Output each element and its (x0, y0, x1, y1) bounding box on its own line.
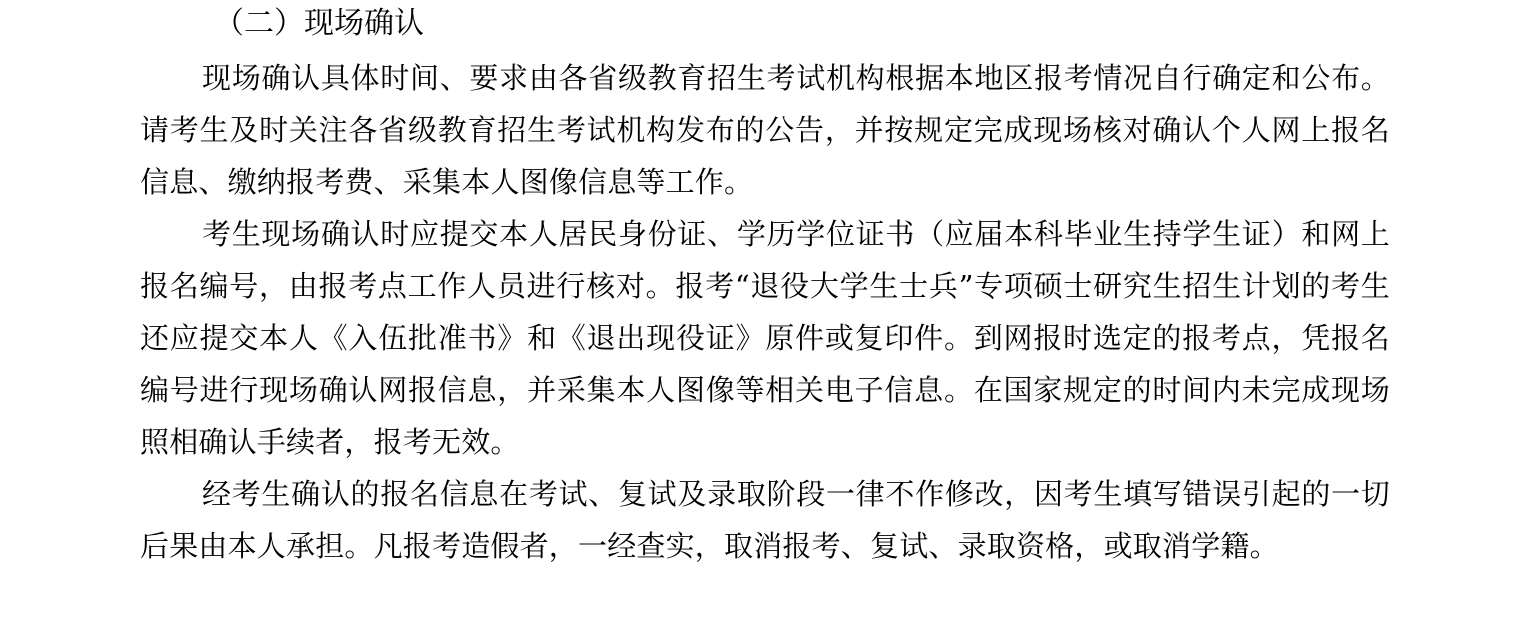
paragraph-1: 现场确认具体时间、要求由各省级教育招生考试机构根据本地区报考情况自行确定和公布。请考生及时关注各省级教育招生考试机构发布的公告，并按规定完成现场核对确认个人网上报名信息、缴纳报考费、采集本人图像信息等工作。 (140, 61, 1390, 199)
document-body (140, 2, 1390, 572)
paragraph-2: 考生现场确认时应提交本人居民身份证、学历学位证书（应届本科毕业生持学生证）和网上报名编号，由报考点工作人员进行核对。报考“退役大学生士兵”专项硕士研究生招生计划的考生还应提交本人《入伍批准书》和《退出现役证》原件或复印件。到网报时选定的报考点，凭报名编号进行现场确认网报信息，并采集本人图像等相关电子信息。在国家规定的时间内未完成现场照相确认手续者，报考无效。 (140, 217, 1390, 459)
section-heading: （二）现场确认 (214, 6, 424, 41)
paragraph-3: 经考生确认的报名信息在考试、复试及录取阶段一律不作修改，因考生填写错误引起的一切后果由本人承担。凡报考造假者，一经查实，取消报考、复试、录取资格，或取消学籍。 (140, 477, 1390, 563)
